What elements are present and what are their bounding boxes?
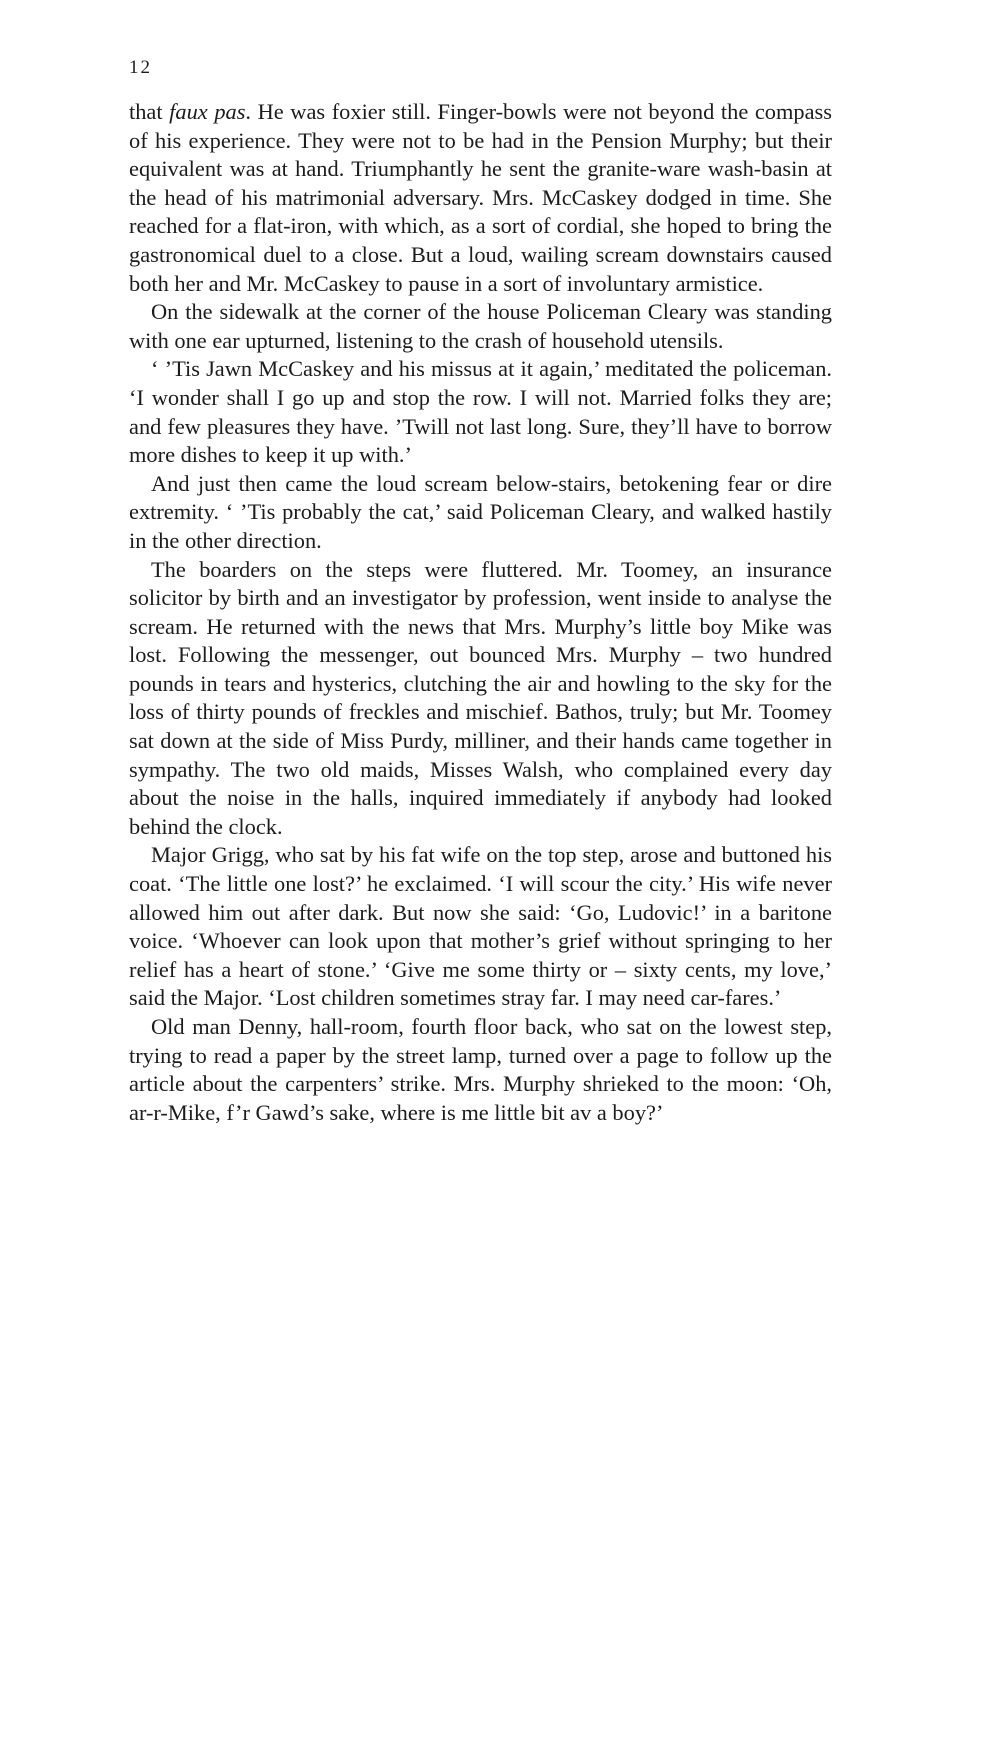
paragraph-2: On the sidewalk at the corner of the house Policeman Cleary was standing with one ear upturned, listening to the crash of household utensils. (129, 299, 832, 353)
page-number: 12 (129, 57, 152, 78)
paragraph-3: ‘ ’Tis Jawn McCaskey and his missus at it again,’ meditated the policeman. ‘I wonder shall I go up and stop the row. I will not. Married folks they are; and few pleasures they have. ’Twill not last long. Sure, they’ll have to borrow more dishes to keep it up with.’ (129, 356, 832, 468)
paragraph-6: Major Grigg, who sat by his fat wife on the top step, arose and buttoned his coat. ‘The little one lost?’ he exclaimed. ‘I will scour the city.’ His wife never allowed him out after dark. But now she said: ‘Go, Ludovic!’ in a baritone voice. ‘Whoever can look upon that mother’s grief without springing to her relief has a heart of stone.’ ‘Give me some thirty or – sixty cents, my love,’ said the Major. ‘Lost children sometimes stray far. I may need car-fares.’ (129, 842, 832, 1011)
paragraph-5: The boarders on the steps were fluttered. Mr. Toomey, an insurance solicitor by birth and an investigator by profession, went inside to analyse the scream. He returned with the news that Mrs. Murphy’s little boy Mike was lost. Following the messenger, out bounced Mrs. Murphy – two hundred pounds in tears and hysterics, clutching the air and howling to the sky for the loss of thirty pounds of freckles and mischief. Bathos, truly; but Mr. Toomey sat down at the side of Miss Purdy, milliner, and their hands came together in sympathy. The two old maids, Misses Walsh, who complained every day about the noise in the halls, inquired immediately if anybody had looked behind the clock. (129, 556, 832, 839)
italic-phrase: faux pas (169, 99, 246, 124)
paragraph-1 (129, 98, 832, 298)
body-text (129, 98, 832, 1127)
paragraph-4: And just then came the loud scream below-stairs, betokening fear or dire extremity. ‘ ’Tis probably the cat,’ said Policeman Cleary, and walked hastily in the other direction. (129, 470, 832, 553)
paragraph-1-start: that (129, 99, 170, 124)
paragraph-1-rest: . He was foxier still. Finger-bowls were not beyond the compass of his experience. They were not to be had in the Pension Murphy; but their equivalent was at hand. Triumphantly he sent the granite-ware wash-basin at the head of his matrimonial adversary. Mrs. McCaskey dodged in time. She reached for a flat-iron, with which, as a sort of cordial, she hoped to bring the gastronomical duel to a close. But a loud, wailing scream downstairs caused both her and Mr. McCaskey to pause in a sort of involuntary armistice. (129, 99, 832, 296)
paragraph-7: Old man Denny, hall-room, fourth floor back, who sat on the lowest step, trying to read a paper by the street lamp, turned over a page to follow up the article about the carpenters’ strike. Mrs. Murphy shrieked to the moon: ‘Oh, ar-r-Mike, f’r Gawd’s sake, where is me little bit av a boy?’ (129, 1014, 832, 1125)
